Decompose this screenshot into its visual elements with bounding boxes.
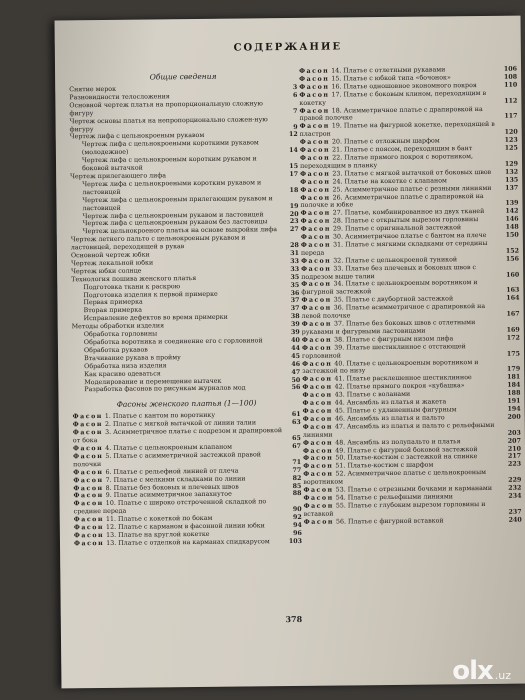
fason-word: Фасон xyxy=(301,304,332,313)
entry-page: 15 xyxy=(289,162,299,171)
entry-page: 85 xyxy=(292,482,302,490)
fason-word: Фасон xyxy=(303,518,335,526)
entry-page: 17 xyxy=(289,170,299,178)
right-fasons-list xyxy=(299,66,522,527)
entry-page: 82 xyxy=(292,474,302,482)
entry-page: 210 xyxy=(507,445,522,453)
fason-title: 20. Платье с отложным шарфом xyxy=(331,137,440,146)
entry-page: 61 xyxy=(291,411,301,419)
entry-page: 27 xyxy=(289,226,299,234)
fason-title: 12. Платье с карманом в фасонной линии юбки xyxy=(106,522,265,531)
entry-title: Подготовка изделия к первой примерке xyxy=(83,290,218,299)
fason-title: 23. Платье с мягкой вытачкой от боковых швов xyxy=(332,168,492,178)
fason-title: 21. Платье с поясом, переходящим в бант xyxy=(332,145,473,154)
entry-page: 156 xyxy=(505,255,520,263)
entry-title: Чертеж лифа с цельнокроеными коротким рукавом и ластовицей xyxy=(82,179,262,196)
fason-title: 31. Платье с мягкими складками от середины переда xyxy=(300,239,488,257)
entry-page: 139 xyxy=(505,200,519,208)
entry-page: 37 xyxy=(290,297,300,305)
fason-title: 40. Платье с цельнокроеным воротником и застежкой по низу xyxy=(302,358,479,376)
olx-watermark xyxy=(452,656,511,686)
entry-page: 12 xyxy=(288,131,298,139)
fason-title: 36. Платье асимметричное с драпировкой на левой полочке xyxy=(301,303,486,320)
fason-title: 51. Платье-костюм с шарфом xyxy=(335,461,434,470)
entry-page: 223 xyxy=(507,460,522,469)
entry-page: 179 xyxy=(507,366,521,374)
fason-title: 48. Ансамбль из полупальто и платья xyxy=(335,437,461,447)
fason-title: 2. Платье с мягкой вытачкой от линии талии xyxy=(104,419,257,429)
entry-title xyxy=(304,516,506,526)
entry-title xyxy=(74,538,286,548)
fason-title: 6. Платье с рельефной линией от плеча xyxy=(105,467,239,476)
entry-page: 181 xyxy=(507,373,521,382)
fason-word: Фасон xyxy=(300,186,331,194)
fason-title: 11. Платье с кокеткой по бокам xyxy=(105,514,213,524)
fason-title: 55. Платье с глубоким вырезом горловины и вставкой xyxy=(303,500,486,518)
entry-page: 33 xyxy=(290,265,300,273)
entry-page: 9 xyxy=(293,123,298,131)
fason-word: Фасон xyxy=(73,476,104,484)
fason-title: 25. Асимметричное платье с резными линиями xyxy=(332,184,492,194)
entry-page: 148 xyxy=(505,223,519,231)
fason-title: 18. Асимметричное платье с драпировкой на правой полочке xyxy=(299,105,483,123)
section-heading-fasons: Фасоны женского платья (1—100) xyxy=(116,398,257,410)
entry-page: 188 xyxy=(507,389,521,397)
fason-title: 29. Платье с оригинальной застежкой xyxy=(332,224,462,233)
entry-page: 125 xyxy=(504,144,518,152)
fason-word: Фасон xyxy=(301,320,332,328)
fason-title: 53. Платье с отрезными бочками и карманами xyxy=(335,484,493,494)
entry-title: Чертеж лифа с цельнокроеным рукавом без ластовицы xyxy=(82,218,268,228)
entry-title: Обработка воротника и соединение его с горловиной xyxy=(83,337,263,347)
fason-title: 28. Платье с открытым вырезом горловины xyxy=(332,216,479,225)
entry-page: 112 xyxy=(504,97,518,105)
entry-title: Чертеж лифа с цельнокроеными короткими рукавом (молодежное) xyxy=(81,139,259,157)
fason-word: Фасон xyxy=(300,170,331,178)
fason-word: Фасон xyxy=(72,421,103,429)
fason-word: Фасон xyxy=(73,500,104,508)
fason-title: 1. Платье с кантом по воротнику xyxy=(104,412,216,421)
entry-page: 123 xyxy=(504,136,518,144)
entry-page: 164 xyxy=(506,294,520,303)
entry-page: 207 xyxy=(507,437,521,445)
entry-page: 108 xyxy=(503,73,518,81)
toc-entry xyxy=(72,384,300,394)
fason-title: 34. Платье с цельнокроеным воротником и фигурной застежкой xyxy=(301,279,478,297)
entry-page: 120 xyxy=(504,128,518,137)
entry-page: 46 xyxy=(291,360,301,368)
entry-page: 167 xyxy=(506,310,520,318)
entry-page: 169 xyxy=(506,326,520,334)
entry-page: 150 xyxy=(505,231,519,239)
entry-page: 35 xyxy=(290,273,300,281)
fason-title: 56. Платье с фигурной вставкой xyxy=(335,517,444,526)
right-column xyxy=(299,66,522,527)
fason-title: 37. Платье без боковых швов с отлетными рукавами и фигурными ластовицами xyxy=(301,319,476,336)
entry-page: 232 xyxy=(508,484,522,492)
fason-word: Фасон xyxy=(299,107,330,115)
entry-page: 19 xyxy=(289,202,299,210)
fason-word: Фасон xyxy=(301,296,332,305)
fason-word: Фасон xyxy=(302,439,334,447)
book-page xyxy=(55,16,525,689)
entry-title: Обработка горловины xyxy=(83,330,158,339)
entry-page: 160 xyxy=(506,271,520,279)
entry-page: 175 xyxy=(506,350,521,358)
fason-title: 47. Ансамбль из платья и пальто с рельефными линиями xyxy=(302,421,495,439)
fason-word: Фасон xyxy=(73,516,104,524)
entry-page: 103 xyxy=(288,537,303,545)
entry-page: 56 xyxy=(291,384,301,392)
fason-word: Фасон xyxy=(301,281,332,289)
entry-page: 77 xyxy=(292,466,302,474)
entry-page: 39 xyxy=(290,329,300,337)
fason-word: Фасон xyxy=(73,452,104,461)
entry-page: 88 xyxy=(292,490,302,498)
fason-word: Фасон xyxy=(72,444,104,453)
fason-title: 43. Платье с воланами xyxy=(334,390,411,399)
fason-title: 16. Платье одношовное экономного покроя xyxy=(331,81,477,91)
page-title: СОДЕРЖАНИЕ xyxy=(233,41,343,54)
fason-title: 26. Асимметричное платье с драпировкой на полочке и юбке xyxy=(300,192,484,210)
entry-page: 137 xyxy=(505,184,519,192)
entry-title: Вторая примерка xyxy=(83,306,143,315)
entry-title: Чертеж лифа с цельнокроеным рукавом и ластовицей xyxy=(82,210,264,220)
fason-title: 5. Платье с асимметричной застежкой правой полочки xyxy=(73,451,261,469)
toc-entry-fason xyxy=(74,538,302,548)
fason-word: Фасон xyxy=(301,344,333,352)
entry-title: Технология пошива женского платья xyxy=(71,274,197,284)
fason-title: 22. Платье прямого покроя с воротником, переходящим в планку xyxy=(300,153,474,170)
fason-title: 4. Платье с цельнокроеным клапаном xyxy=(105,443,232,452)
entry-page: 234 xyxy=(508,492,522,500)
entry-title: Первая примерка xyxy=(83,299,143,307)
entry-page: 142 xyxy=(505,207,519,216)
fason-word: Фасон xyxy=(299,67,330,75)
fason-word: Фасон xyxy=(300,225,331,234)
page-number: 378 xyxy=(285,613,303,625)
entry-title: Чертеж лифа с цельнокроеным рукавом xyxy=(69,132,205,141)
entry-title: Чертеж прилегающего лифа xyxy=(70,172,167,181)
entry-title: Чертеж лифа с цельнокроеным коротким рукавом и боковой вытачкой xyxy=(81,155,257,173)
entry-page: 18 xyxy=(289,186,299,194)
fason-title: 17. Платье с боковым клином, переходящим в кокетку xyxy=(299,89,487,107)
entry-page: 44 xyxy=(291,344,300,352)
fason-word: Фасон xyxy=(303,454,334,463)
entry-page: 184 xyxy=(507,381,521,389)
entry-page: 217 xyxy=(507,453,522,461)
fason-word: Фасон xyxy=(302,423,334,431)
entry-page: 110 xyxy=(504,81,518,89)
entry-page: 63 xyxy=(291,419,301,427)
entry-title: Чертеж лифа с цельнокроеным прилегающим рукавом и ластовицей xyxy=(82,194,273,212)
entry-title: Снятие мерок xyxy=(69,85,117,94)
fason-word: Фасон xyxy=(73,523,105,532)
entry-title: Обработка рукавов xyxy=(83,346,148,355)
fason-word: Фасон xyxy=(302,383,333,392)
entry-title: Как красиво одеваться xyxy=(84,369,161,378)
fason-title: 44. Ансамбль из платья и жакета xyxy=(334,398,447,407)
fason-word: Фасон xyxy=(300,194,331,202)
fason-title: 38. Платье с фигурным низом лифа xyxy=(334,335,454,344)
fason-title: 10. Платье с широко отстроченной складкой по средине переда xyxy=(73,498,267,516)
fason-title: 3. Асимметричное платье с подрезом и драпировкой от бока xyxy=(72,427,283,445)
fason-word: Фасон xyxy=(302,375,333,384)
fason-title: 27. Платье, комбинированное из двух тканей xyxy=(332,208,485,217)
entry-page: 90 xyxy=(292,506,302,514)
entry-page: 129 xyxy=(504,160,519,168)
entry-title: Основной чертеж юбки xyxy=(70,251,150,260)
fason-word: Фасон xyxy=(303,486,334,494)
entry-page: 39 xyxy=(290,321,300,329)
entry-page: 200 xyxy=(507,413,521,421)
entry-page: 50 xyxy=(291,376,301,384)
fason-title: 50. Платье-костюм с застежкой на спинке xyxy=(335,453,478,462)
fason-word: Фасон xyxy=(73,484,104,492)
fason-word: Фасон xyxy=(301,257,332,265)
fason-word: Фасон xyxy=(300,217,331,226)
fason-title: 8. Платье без боковых и плечевых швов xyxy=(105,483,239,492)
entry-page: 65 xyxy=(292,434,301,443)
entry-title: Моделирование и перемещение вытачек xyxy=(84,377,222,386)
fason-title: 39. Платье шестиклинное с отстающей горловиной xyxy=(302,342,466,360)
entry-title: Втачивание рукава в пройму xyxy=(84,353,181,362)
entry-page: 20 xyxy=(289,210,299,218)
entry-page: 229 xyxy=(508,476,522,484)
entry-page: 94 xyxy=(293,521,302,530)
entry-page: 28 xyxy=(290,242,299,250)
entry-page: 191 xyxy=(507,397,521,405)
entry-title: Чертеж основы платья на непропорционально сложен-ную фигуру xyxy=(69,115,268,133)
fason-word: Фасон xyxy=(299,154,331,162)
fason-title: 33. Платье без плечевых и боковых швов с подрезом выше талии xyxy=(301,263,477,281)
fason-word: Фасон xyxy=(299,75,330,83)
fason-word: Фасон xyxy=(301,336,333,344)
entry-page: 31 xyxy=(290,249,300,258)
entry-title: Методы обработки изделия xyxy=(71,322,165,331)
entry-page: 40 xyxy=(291,336,300,344)
entry-page: 132 xyxy=(504,168,519,176)
fason-word: Фасон xyxy=(303,494,334,502)
fason-word: Фасон xyxy=(300,233,332,241)
left-column xyxy=(69,68,302,548)
entry-title: Чертеж цельнокроеного платья на основе выкройки лифа xyxy=(82,226,278,236)
left-fasons-list xyxy=(73,411,302,548)
fason-word: Фасон xyxy=(72,413,103,421)
entry-page: 71 xyxy=(292,458,302,466)
entry-title: Чертеж юбки солнце xyxy=(71,267,142,276)
entry-title: Чертеж лекальной юбки xyxy=(71,259,154,268)
fason-title: 35. Платье с двубортной застежкой xyxy=(333,295,454,304)
entry-page: 203 xyxy=(507,429,521,437)
entry-page: 152 xyxy=(505,247,519,255)
fason-title: 41. Платье расклешенное шестиклинное xyxy=(334,374,472,383)
fason-word: Фасон xyxy=(73,492,104,500)
entry-page: 45 xyxy=(291,352,301,360)
fason-word: Фасон xyxy=(73,539,105,548)
entry-page: 14 xyxy=(289,147,298,155)
fason-word: Фасон xyxy=(73,468,104,476)
entry-title: Обработка низа изделия xyxy=(84,362,167,370)
fason-title: 32. Платье с цельнокроеной туникой xyxy=(333,256,458,265)
fason-title: 24. Платье на кокетке с клапаном xyxy=(332,177,447,186)
entry-page: 47 xyxy=(291,368,301,376)
fason-word: Фасон xyxy=(303,470,334,479)
toc-entry-fason xyxy=(304,516,522,526)
fason-word: Фасон xyxy=(302,360,333,368)
fason-word: Фасон xyxy=(72,429,104,437)
entry-page: 35 xyxy=(290,281,300,289)
entry-title: Основной чертеж платья на пропорциональную сложную фигуру xyxy=(69,100,263,118)
fason-word: Фасон xyxy=(302,407,333,415)
fason-word: Фасон xyxy=(299,91,330,99)
entry-title: Исправление дефектов во время примерки xyxy=(83,313,228,323)
fason-word: Фасон xyxy=(73,531,105,540)
watermark-domain: .uz xyxy=(494,668,511,682)
entry-page: 96 xyxy=(293,529,302,537)
fason-title: 13. Платье на круглой кокетке xyxy=(106,530,210,539)
entry-page: 7 xyxy=(293,107,298,115)
fason-title: 46. Ансамбль из платья и пальто xyxy=(334,414,445,423)
fason-title: 52. Асимметричное платье с цельнокроеным воротником xyxy=(303,469,487,487)
entry-page: 240 xyxy=(508,516,522,524)
fason-word: Фасон xyxy=(303,462,334,471)
fason-word: Фасон xyxy=(302,415,333,423)
entry-title: Разработка фасонов по рисункам журналов мод xyxy=(84,384,246,394)
entry-page: 237 xyxy=(508,508,522,516)
entry-page: 106 xyxy=(503,65,518,73)
section-heading-general: Общие сведения xyxy=(149,71,217,82)
fason-title: 45. Платье с удлиненным фигурным xyxy=(334,406,457,415)
entry-title: Чертеж летнего пальто с цельнокроеным рукавом и ластовицей, переходящей в рукав xyxy=(70,234,246,252)
fason-title: 42. Платье прямого покроя «кубашка» xyxy=(334,382,465,391)
entry-title: Подготовка ткани к раскрою xyxy=(83,282,181,291)
fason-word: Фасон xyxy=(299,83,330,91)
watermark-logo: olx xyxy=(452,656,493,686)
entry-page: 3 xyxy=(292,83,298,91)
fason-title: 14. Платье с отлетными рукавами xyxy=(331,66,446,75)
fason-title: 15. Платье с юбкой типа «бочонок» xyxy=(331,74,451,83)
fason-word: Фасон xyxy=(299,138,331,147)
entry-page: 194 xyxy=(507,405,521,413)
fason-word: Фасон xyxy=(302,447,334,455)
entry-page: 23 xyxy=(289,218,299,226)
fason-title: 7. Платье с мелкими складками по линии xyxy=(105,475,246,484)
entry-page: 37 xyxy=(290,305,300,313)
entry-page: 146 xyxy=(505,215,519,223)
fason-title: 54. Платье с рельефными линиями xyxy=(335,493,454,502)
fason-word: Фасон xyxy=(301,265,332,273)
entry-page: 6 xyxy=(292,91,298,99)
fason-word: Фасон xyxy=(302,399,333,407)
general-entries-list xyxy=(69,84,300,395)
fason-word: Фасон xyxy=(299,122,330,131)
entry-page: 163 xyxy=(506,286,520,295)
entry-page: 36 xyxy=(290,289,300,297)
entry-page: 33 xyxy=(290,257,300,265)
fason-word: Фасон xyxy=(299,146,331,154)
entry-page: 67 xyxy=(292,442,302,450)
fason-title: 13. Платье с отделкой на карманах спидкарусом xyxy=(106,538,270,547)
entry-page: 172 xyxy=(506,334,520,342)
entry-title: Разновидности телосложения xyxy=(69,93,170,102)
entry-page: 92 xyxy=(292,514,302,522)
fason-word: Фасон xyxy=(303,502,334,510)
fason-word: Фасон xyxy=(300,178,331,186)
entry-page: 135 xyxy=(505,176,519,184)
fason-title: 49. Платье с фигурной боковой застежкой xyxy=(335,445,478,455)
fason-word: Фасон xyxy=(300,241,332,249)
fason-title: 19. Платье на фигурной кокетке, переходящей в пластрон xyxy=(299,121,495,139)
fason-title: 9. Платье асимметричное запахнутое xyxy=(105,491,232,500)
fason-word: Фасон xyxy=(302,391,333,400)
entry-page: 38 xyxy=(290,313,300,321)
fason-title: 30. Асимметричное платье с бантом на плече xyxy=(332,231,487,241)
entry-page: 117 xyxy=(504,113,518,121)
fason-word: Фасон xyxy=(300,209,331,218)
